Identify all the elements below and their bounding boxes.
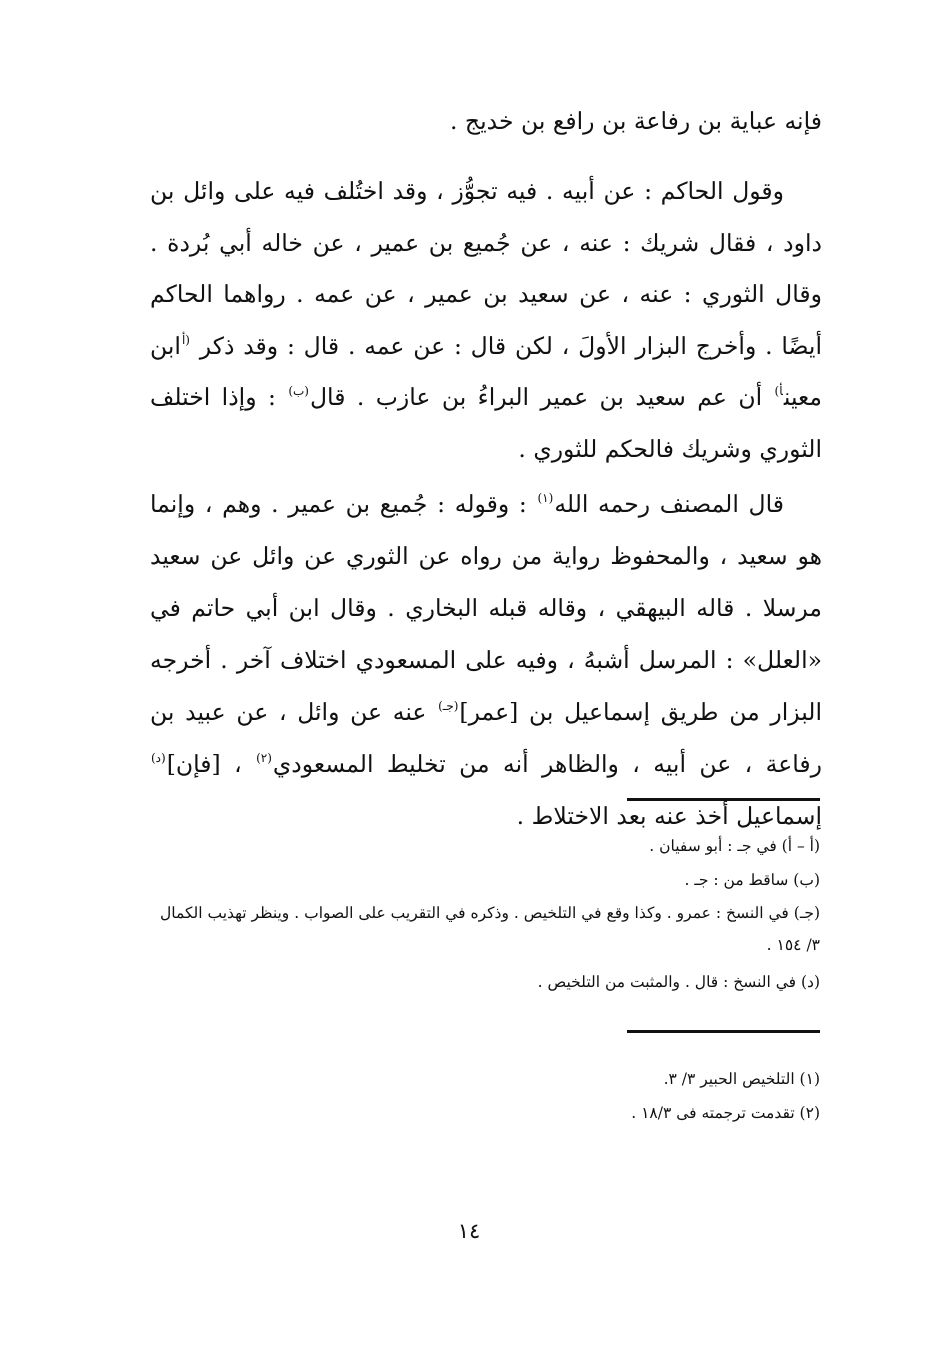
footnote-marker-d: (د) bbox=[151, 751, 166, 765]
page-number: ١٤ bbox=[457, 1219, 481, 1243]
footnotes-letters bbox=[160, 829, 820, 999]
footnotes-numbers bbox=[160, 1062, 820, 1130]
paragraph-hakim-text-d: : وإذا اختلف الثوري وشريك فالحكم للثوري . bbox=[150, 383, 822, 463]
paragraph-author-text-c: عنه عن وائل ، عن عبيد بن رفاعة ، عن أبيه ، والظاهر أنه من تخليط المسعودي bbox=[150, 698, 822, 778]
paragraph-author-text-e: إسماعيل أخذ عنه بعد الاختلاط . bbox=[516, 802, 822, 830]
footnote-separator-numbers bbox=[627, 1030, 820, 1033]
opening-line-text: فإنه عباية بن رفاعة بن رافع بن خديج . bbox=[449, 107, 822, 135]
footnote-item: (١) التلخيص الحبير ٣/ ٣. bbox=[663, 1070, 820, 1088]
footnote-item: (أ – أ) في جـ : أبو سفيان . bbox=[649, 837, 820, 855]
paragraph-hakim-text-c: أن عم سعيد بن عمير البراءُ بن عازب . قال bbox=[309, 383, 763, 411]
paragraph-author bbox=[150, 478, 822, 842]
footnote-marker-c: (جـ) bbox=[438, 699, 459, 713]
paragraph-author-text-d: ، [فإن] bbox=[166, 750, 242, 778]
footnote-item: (٢) تقدمت ترجمته فى ١٨/٣ . bbox=[631, 1104, 820, 1122]
footnote-marker-1: (١) bbox=[537, 491, 554, 505]
footnote-marker-a-close: أ) bbox=[774, 384, 783, 398]
paragraph-hakim-text: وقول الحاكم : عن أبيه . فيه تجوُّز ، وقد اختُلف فيه على وائل بن داود ، فقال شريك : عنه ، عن جُميع بن عمير ، عن خاله أبي بُردة . وقال الثوري : عنه ، عن سعيد بن عمير ، عن عمه . رواهما الحاكم أيضًا . وأخرج البزار الأولَ ، لكن قال : عن عمه . قال : وقد ذكر bbox=[150, 177, 822, 360]
paragraph-author-text-b: : وقوله : جُميع بن عمير . وهم ، وإنما هو سعيد ، والمحفوظ رواية من رواه عن الثوري عن وائل عن سعيد مرسلا . قاله البيهقي ، وقاله قبله البخاري . وقال ابن أبي حاتم في «العلل» : المرسل أشبهُ ، وفيه على المسعودي اختلاف آخر . أخرجه البزار من طريق إسماعيل بن [عمر] bbox=[150, 490, 822, 726]
footnote-marker-2: (٢) bbox=[256, 751, 272, 765]
footnote-marker-b: (ب) bbox=[288, 384, 309, 398]
footnote-separator-letters bbox=[627, 798, 820, 801]
footnote-item: (د) في النسخ : قال . والمثبت من التلخيص . bbox=[537, 973, 820, 991]
paragraph-hakim bbox=[150, 166, 822, 475]
footnote-marker-a-open: (أ bbox=[181, 332, 190, 347]
paragraph-author-text: قال المصنف رحمه الله bbox=[554, 490, 785, 518]
footnote-item: (ب) ساقط من : جـ . bbox=[684, 871, 820, 889]
paragraph-hakim-text-b: ابن معين bbox=[150, 331, 822, 411]
opening-line bbox=[150, 96, 822, 146]
footnote-item: (جـ) في النسخ : عمرو . وكذا وقع في التلخيص . وذكره في التقريب على الصواب . وينظر تهذيب الكمال ٣/ ١٥٤ . bbox=[160, 904, 821, 954]
